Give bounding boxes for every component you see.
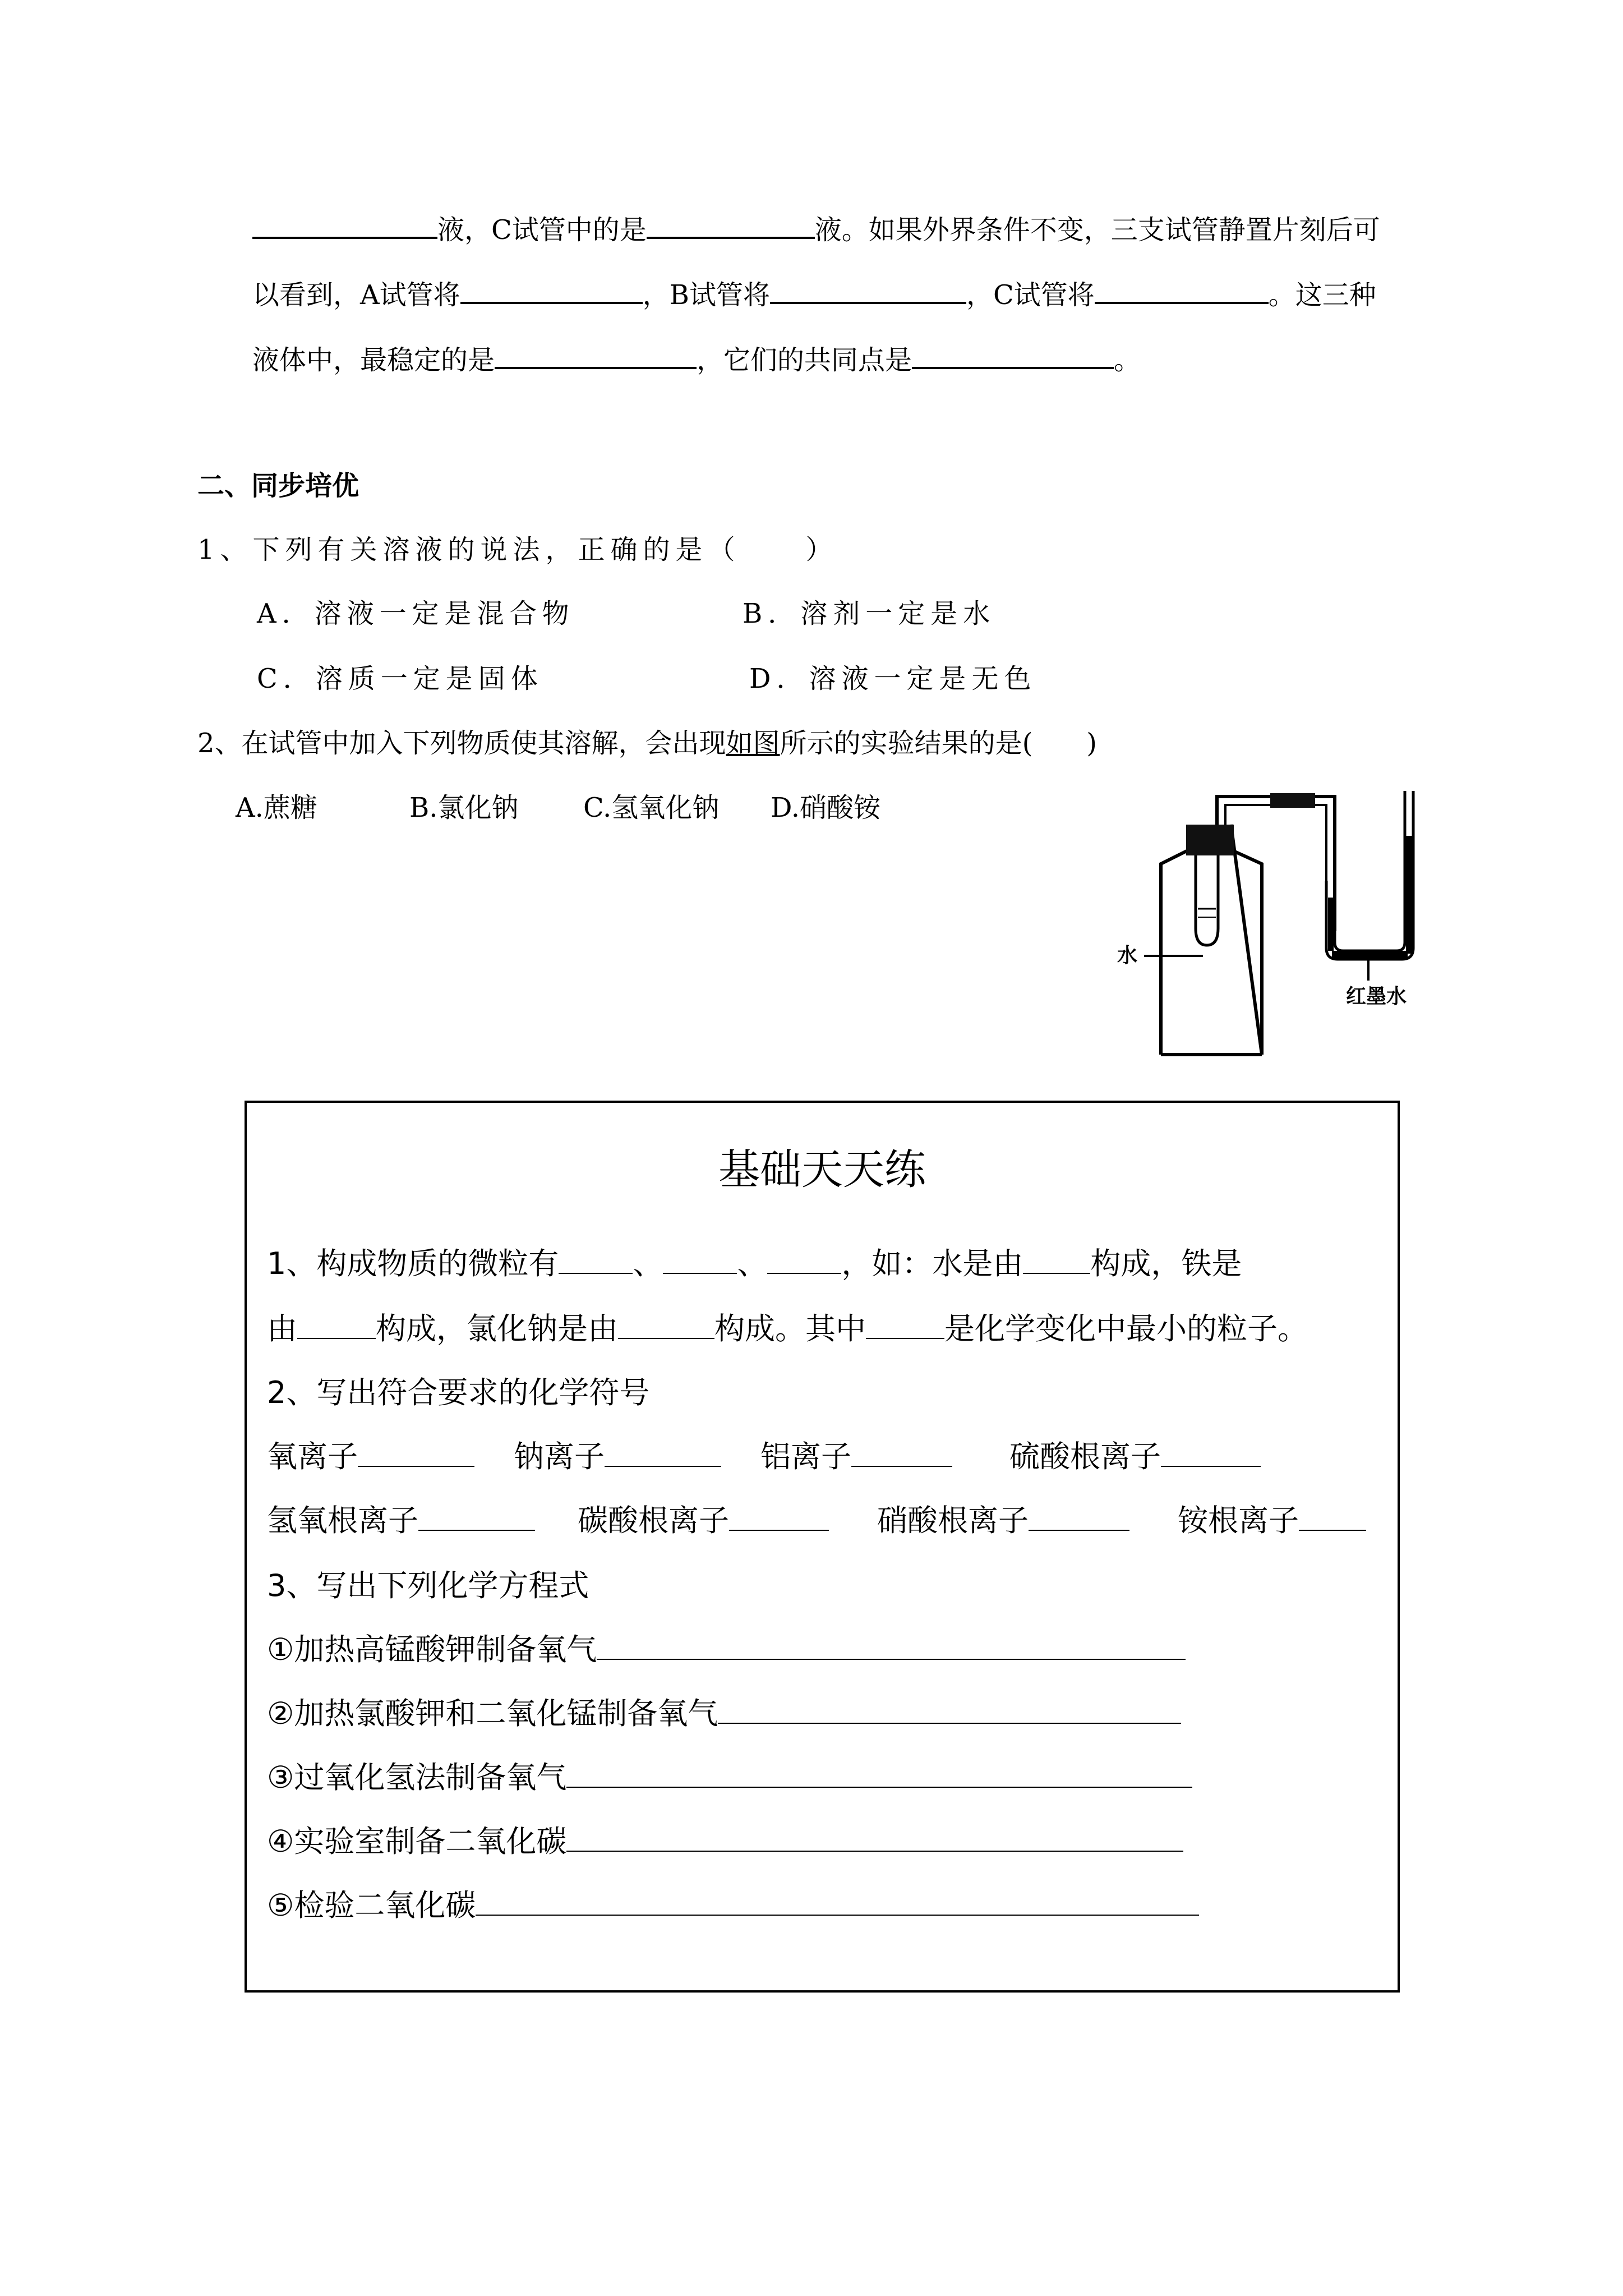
answer-blank[interactable] bbox=[476, 1887, 1199, 1916]
q2-option-b[interactable]: B.氯化钠 bbox=[409, 792, 519, 823]
u-tube bbox=[1326, 791, 1413, 959]
equation-line bbox=[267, 1758, 1192, 1797]
answer-blank[interactable] bbox=[718, 1695, 1181, 1724]
answer-blank[interactable] bbox=[297, 1310, 376, 1339]
fill-line-2 bbox=[252, 274, 1376, 312]
answer-blank[interactable] bbox=[618, 1310, 714, 1339]
q2-option-a[interactable]: A.蔗糖 bbox=[236, 792, 317, 823]
equation-line bbox=[267, 1822, 1183, 1861]
answer-blank[interactable] bbox=[1029, 1502, 1129, 1531]
ink-label: 红墨水 bbox=[1346, 985, 1407, 1008]
option-c[interactable]: C．溶质一定是固体 bbox=[257, 663, 543, 694]
ink-bottom bbox=[1332, 951, 1408, 959]
stopper bbox=[1186, 825, 1234, 855]
text: 液。如果外界条件不变，三支试管静置片刻后可 bbox=[814, 214, 1380, 246]
q2-option-d[interactable]: D.硝酸铵 bbox=[771, 792, 881, 823]
text: ，它们的共同点是 bbox=[697, 344, 912, 376]
fill-line-1 bbox=[252, 209, 1380, 247]
practice-q2-row2-item1 bbox=[267, 1501, 535, 1540]
text: ②加热氯酸钾和二氧化锰制备氧气 bbox=[267, 1696, 718, 1731]
text: 铝离子 bbox=[760, 1439, 851, 1474]
practice-q2-row1-item1 bbox=[267, 1437, 474, 1476]
text: 所示的实验结果的是( ) bbox=[780, 728, 1098, 759]
text: 2、在试管中加入下列物质使其溶解，会出现 bbox=[197, 728, 726, 759]
section-heading: 二、同步培优 bbox=[197, 470, 359, 501]
option-a[interactable]: A．溶液一定是混合物 bbox=[257, 598, 575, 629]
practice-q3-stem: 3、写出下列化学方程式 bbox=[267, 1568, 589, 1603]
text: 由 bbox=[267, 1311, 297, 1346]
practice-q2-row1-item3 bbox=[760, 1437, 952, 1476]
text: 氢氧根离子 bbox=[267, 1503, 418, 1538]
answer-blank[interactable] bbox=[729, 1502, 829, 1531]
practice-q2-row2-item3 bbox=[877, 1501, 1129, 1540]
ink-left bbox=[1328, 898, 1334, 951]
answer-blank[interactable] bbox=[566, 1759, 1192, 1788]
answer-blank[interactable] bbox=[866, 1310, 944, 1339]
text: ③过氧化氢法制备氧气 bbox=[267, 1760, 567, 1795]
water-label: 水 bbox=[1117, 944, 1138, 967]
practice-q2-row1-item4 bbox=[1009, 1437, 1261, 1476]
practice-q2-stem: 2、写出符合要求的化学符号 bbox=[267, 1375, 650, 1410]
q2-option-c[interactable]: C.氢氧化钠 bbox=[583, 792, 720, 823]
answer-blank[interactable] bbox=[1023, 1245, 1090, 1274]
equation-line bbox=[267, 1886, 1199, 1925]
text: 以看到，A试管将 bbox=[252, 279, 460, 311]
text: 、 bbox=[737, 1246, 768, 1281]
text: ，C试管将 bbox=[966, 279, 1095, 311]
text: 、 bbox=[633, 1246, 663, 1281]
answer-blank[interactable] bbox=[597, 1631, 1186, 1660]
practice-q2-row2-item2 bbox=[578, 1501, 829, 1540]
text: 铵根离子 bbox=[1178, 1503, 1299, 1538]
answer-blank[interactable] bbox=[460, 274, 643, 304]
text: ，如：水是由 bbox=[841, 1246, 1023, 1281]
text: 构成，氯化钠是由 bbox=[376, 1311, 618, 1346]
answer-blank[interactable] bbox=[605, 1438, 721, 1467]
text: ⑤检验二氧化碳 bbox=[267, 1888, 476, 1923]
answer-blank[interactable] bbox=[495, 339, 697, 369]
answer-blank[interactable] bbox=[770, 274, 966, 304]
text: 构成，铁是 bbox=[1090, 1246, 1242, 1281]
question-2-stem bbox=[197, 726, 1097, 760]
practice-box bbox=[245, 1101, 1400, 1993]
answer-blank[interactable] bbox=[663, 1245, 737, 1274]
text: 钠离子 bbox=[514, 1439, 605, 1474]
text: 是化学变化中最小的粒子。 bbox=[944, 1311, 1308, 1346]
delivery-tube-inner bbox=[1225, 805, 1326, 931]
answer-blank[interactable] bbox=[1161, 1438, 1261, 1467]
text: 构成。其中 bbox=[714, 1311, 866, 1346]
apparatus-diagram bbox=[1110, 791, 1447, 1060]
text: 硝酸根离子 bbox=[877, 1503, 1029, 1538]
equation-line bbox=[267, 1630, 1186, 1669]
answer-blank[interactable] bbox=[559, 1245, 633, 1274]
ink-right bbox=[1406, 836, 1413, 954]
practice-title: 基础天天练 bbox=[718, 1145, 926, 1194]
text: ①加热高锰酸钾制备氧气 bbox=[267, 1632, 597, 1667]
answer-blank[interactable] bbox=[566, 1823, 1183, 1852]
text: 。这三种 bbox=[1268, 279, 1376, 311]
text: ④实验室制备二氧化碳 bbox=[267, 1824, 567, 1859]
answer-blank[interactable] bbox=[358, 1438, 474, 1467]
equation-line bbox=[267, 1694, 1181, 1733]
figure-reference: 如图 bbox=[726, 728, 780, 759]
practice-q2-row2-item4 bbox=[1178, 1501, 1366, 1540]
answer-blank[interactable] bbox=[1299, 1502, 1366, 1531]
answer-blank[interactable] bbox=[647, 209, 815, 239]
answer-blank[interactable] bbox=[767, 1245, 841, 1274]
answer-blank[interactable] bbox=[1095, 274, 1269, 304]
text: 碳酸根离子 bbox=[578, 1503, 729, 1538]
answer-blank[interactable] bbox=[418, 1502, 535, 1531]
text: 液体中，最稳定的是 bbox=[252, 344, 495, 376]
text: ，B试管将 bbox=[642, 279, 770, 311]
bottle bbox=[1161, 825, 1262, 1055]
answer-blank[interactable] bbox=[252, 209, 437, 239]
option-b[interactable]: B．溶剂一定是水 bbox=[743, 598, 996, 629]
fill-line-3 bbox=[252, 339, 1141, 377]
option-d[interactable]: D．溶液一定是无色 bbox=[749, 663, 1037, 694]
text: 液，C试管中的是 bbox=[437, 214, 647, 246]
practice-q1-line2 bbox=[267, 1309, 1308, 1349]
text: 1、构成物质的微粒有 bbox=[267, 1246, 559, 1281]
answer-blank[interactable] bbox=[851, 1438, 952, 1467]
text: 氧离子 bbox=[267, 1439, 358, 1474]
answer-blank[interactable] bbox=[912, 339, 1114, 369]
rubber-joint bbox=[1270, 793, 1315, 808]
practice-q2-row1-item2 bbox=[514, 1437, 721, 1476]
test-tube bbox=[1196, 855, 1218, 945]
practice-q1-line1 bbox=[267, 1244, 1242, 1283]
text: 硫酸根离子 bbox=[1009, 1439, 1161, 1474]
text: 。 bbox=[1114, 344, 1141, 376]
question-1-stem: 1、下列有关溶液的说法，正确的是（ ） bbox=[197, 534, 838, 565]
